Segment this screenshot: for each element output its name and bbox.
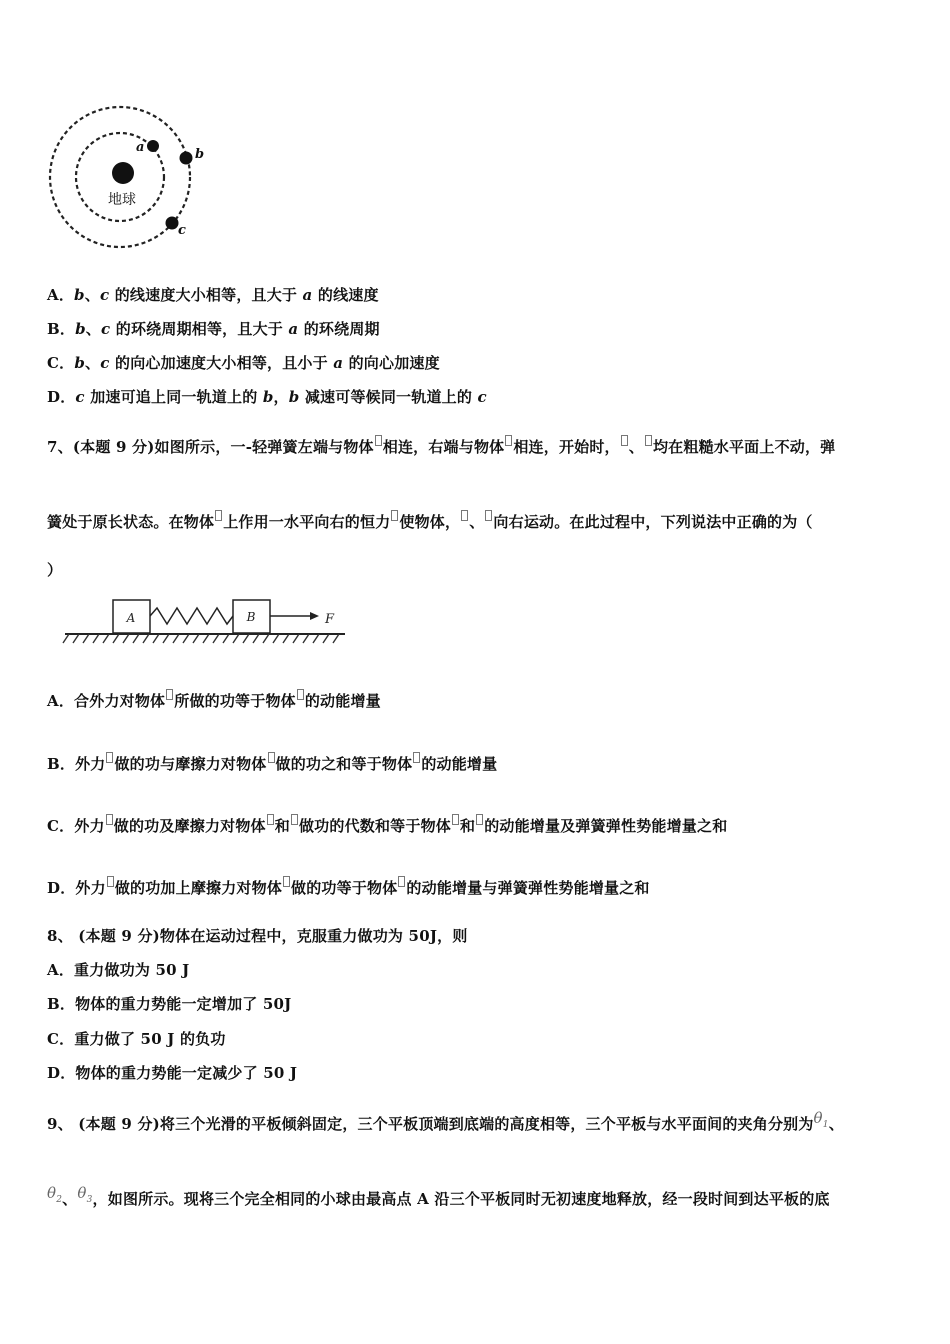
text: 加速可追上同一轨道上的 (84, 388, 263, 406)
var-c: c (75, 388, 85, 406)
missing-glyph-icon (283, 876, 290, 887)
var-b: b (75, 320, 86, 338)
q8-option-d[interactable]: D．物体的重力势能一定减少了 50 J (47, 1064, 298, 1082)
text: 做的功与摩擦力对物体 (114, 755, 267, 773)
missing-glyph-icon (106, 814, 113, 825)
text: 的向心加速度大小相等，且小于 (109, 354, 334, 372)
q6-option-c-label: C． (47, 354, 75, 372)
var-c: c (101, 320, 111, 338)
text: 做功的代数和等于物体 (298, 817, 451, 835)
spring-blocks-figure (55, 596, 375, 658)
q6-option-b[interactable] (47, 319, 380, 339)
theta-subscript: 3 (86, 1195, 93, 1205)
missing-glyph-icon (166, 689, 173, 700)
theta-1 (814, 1108, 829, 1135)
text: 簧处于原长状态。在物体 (47, 513, 215, 531)
q8-option-c[interactable]: C．重力做了 50 J 的负功 (47, 1030, 226, 1048)
q6-option-b-label: B． (47, 320, 76, 338)
text: 、 (828, 1115, 844, 1133)
missing-glyph-icon (398, 876, 405, 887)
missing-glyph-icon (375, 435, 382, 446)
text: C．外力 (47, 817, 105, 835)
text: 做的功加上摩擦力对物体 (114, 879, 283, 897)
text: 减速可等候同一轨道上的 (299, 388, 478, 406)
text: 做的功之和等于物体 (275, 755, 413, 773)
q6-option-d[interactable] (47, 387, 487, 407)
var-b: b (262, 388, 274, 406)
text: ，如图所示。现将三个完全相同的小球由最高点 A 沿三个平板同时无初速度地释放，经一段时间到达平板的底 (92, 1190, 830, 1208)
var-c: c (477, 388, 487, 406)
missing-glyph-icon (391, 510, 398, 521)
text: 、 (628, 438, 644, 456)
var-b: b (288, 388, 300, 406)
missing-glyph-icon (268, 752, 275, 763)
satellite-b-label: b (195, 147, 205, 162)
missing-glyph-icon (621, 435, 628, 446)
text: 的动能增量 (421, 755, 498, 773)
q8-option-b[interactable]: B．物体的重力势能一定增加了 50J (47, 995, 292, 1013)
text: 的向心加速度 (343, 354, 440, 372)
missing-glyph-icon (413, 752, 420, 763)
q7-option-a[interactable] (47, 689, 381, 711)
spring (150, 608, 233, 624)
text: B．外力 (47, 755, 106, 773)
text: 上作用一水平向右的恒力 (223, 513, 391, 531)
block-a-label: A (126, 611, 136, 625)
theta-symbol: θ (813, 1109, 823, 1127)
text: 做的功等于物体 (291, 879, 398, 897)
text: ， (273, 388, 289, 406)
missing-glyph-icon (107, 876, 114, 887)
missing-glyph-icon (645, 435, 652, 446)
text: 的线速度大小相等，且大于 (109, 286, 303, 304)
theta-subscript: 2 (56, 1195, 63, 1205)
text: 、 (84, 286, 100, 304)
text: A．合外力对物体 (47, 692, 166, 710)
q6-option-a-label: A． (47, 286, 75, 304)
text: 、 (469, 513, 485, 531)
text: 的动能增量与弹簧弹性势能增量之和 (406, 879, 650, 897)
text: 的动能增量及弹簧弹性势能增量之和 (484, 817, 728, 835)
q8-option-a[interactable]: A．重力做功为 50 J (47, 961, 190, 979)
text: 和 (459, 817, 476, 835)
theta-symbol: θ (47, 1184, 57, 1202)
text: 做的功及摩擦力对物体 (113, 817, 266, 835)
var-c: c (99, 286, 110, 304)
satellite-b (180, 152, 193, 165)
text: 和 (274, 817, 290, 835)
var-b: b (74, 354, 86, 372)
q7-stem-line-1 (47, 435, 835, 457)
text: 向右运动。在此过程中，下列说法中正确的为（ (493, 513, 813, 531)
text: 、 (85, 354, 101, 372)
orbit-figure (40, 95, 220, 260)
satellite-a (147, 140, 159, 152)
q9-stem-line-1 (47, 1108, 844, 1135)
earth-label: 地球 (108, 192, 136, 208)
theta-subscript: 1 (822, 1120, 829, 1130)
missing-glyph-icon (505, 435, 512, 446)
q7-option-b[interactable] (47, 752, 497, 774)
text: ） (47, 561, 63, 579)
text: D．外力 (47, 879, 106, 897)
text: 使物体， (399, 513, 461, 531)
text: 均在粗糙水平面上不动，弹 (652, 438, 836, 456)
missing-glyph-icon (267, 814, 274, 825)
missing-glyph-icon (291, 814, 298, 825)
q6-option-c[interactable] (47, 353, 440, 373)
var-b: b (74, 286, 85, 304)
missing-glyph-icon (485, 510, 492, 521)
missing-glyph-icon (461, 510, 468, 521)
missing-glyph-icon (215, 510, 222, 521)
var-a: a (302, 286, 313, 304)
text: 相连，开始时， (513, 438, 620, 456)
text: 的线速度 (312, 286, 379, 304)
force-arrow-head (310, 612, 319, 620)
missing-glyph-icon (476, 814, 483, 825)
q7-option-d[interactable] (47, 876, 650, 898)
satellite-c-label: c (178, 223, 186, 238)
missing-glyph-icon (106, 752, 113, 763)
missing-glyph-icon (452, 814, 459, 825)
q7-stem-line-2 (47, 510, 813, 532)
q7-stem-line-3 (47, 560, 62, 580)
text: 的环绕周期相等，且大于 (110, 320, 289, 338)
text: 的环绕周期 (298, 320, 380, 338)
text: 、 (62, 1190, 78, 1208)
theta-symbol: θ (77, 1184, 87, 1202)
text: 相连，右端与物体 (382, 438, 505, 456)
var-c: c (100, 354, 110, 372)
text: 的动能增量 (304, 692, 381, 710)
earth (112, 162, 134, 184)
text: 7、(本题 9 分)如图所示，一-轻弹簧左端与物体 (47, 438, 374, 456)
theta-3 (77, 1183, 92, 1210)
text: 所做的功等于物体 (174, 692, 296, 710)
missing-glyph-icon (297, 689, 304, 700)
q7-option-c[interactable] (47, 814, 727, 836)
text: 、 (85, 320, 101, 338)
q6-option-d-label: D． (47, 388, 76, 406)
var-a: a (288, 320, 299, 338)
theta-2 (47, 1183, 62, 1210)
ground-hatch (63, 634, 339, 643)
text: 9、 (本题 9 分)将三个光滑的平板倾斜固定，三个平板顶端到底端的高度相等，三个平板与水平面间的夹角分别为 (47, 1115, 814, 1133)
satellite-a-label: a (136, 140, 145, 155)
force-label: F (325, 612, 335, 627)
q9-stem-line-2 (47, 1183, 830, 1210)
q6-option-a[interactable] (47, 285, 379, 305)
q8-stem: 8、 (本题 9 分)物体在运动过程中，克服重力做功为 50J，则 (47, 927, 468, 945)
block-b-label: B (246, 610, 256, 624)
var-a: a (333, 354, 344, 372)
satellite-c (166, 217, 179, 230)
